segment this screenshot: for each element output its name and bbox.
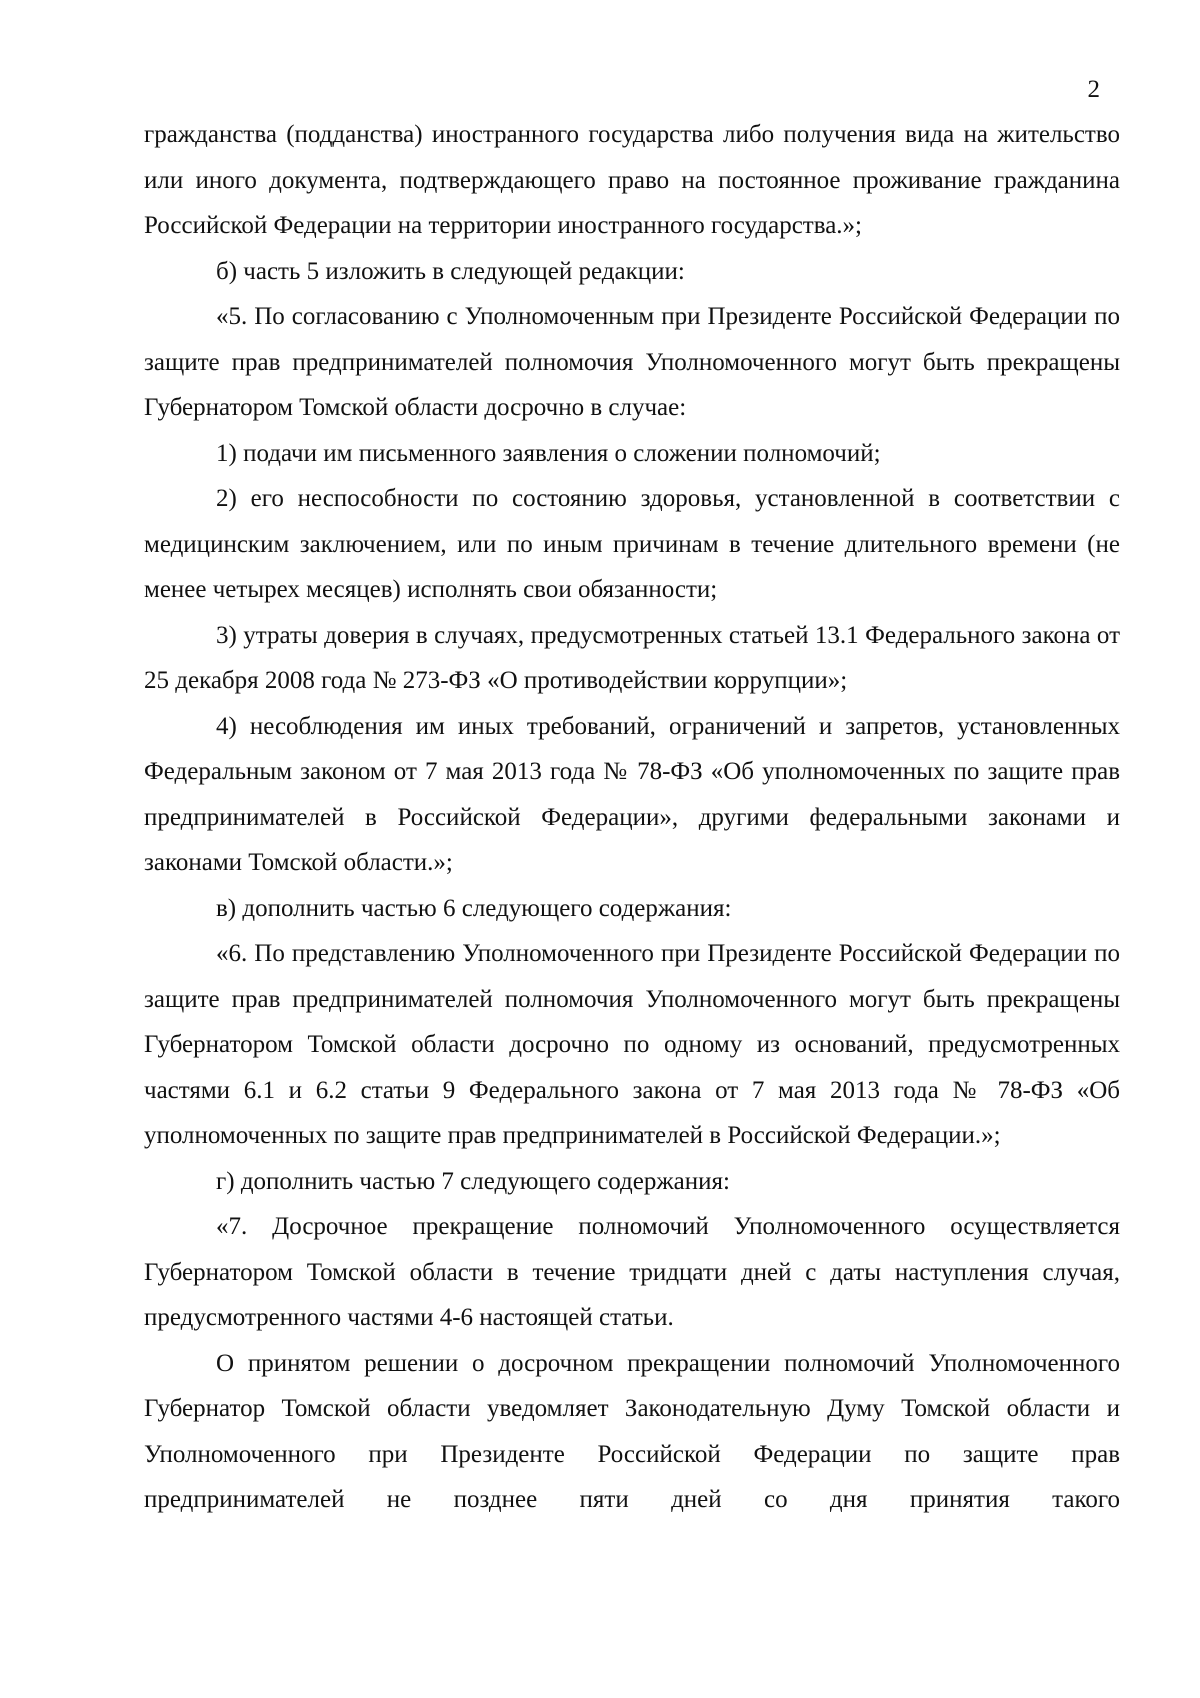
paragraph-case-1: 1) подачи им письменного заявления о сложении полномочий; bbox=[216, 439, 881, 467]
paragraph-citizenship-continuation: гражданства (подданства) иностранного государства либо получения вида на жительство или иного документа, подтверждающего право на постоянное проживание гражданина Российской Федерации на территории иностранного государства.»; bbox=[144, 121, 1120, 239]
paragraph-notification: О принятом решении о досрочном прекращении полномочий Уполномоченного Губернатор Томской области уведомляет Законодательную Думу Томской области и Уполномоченного при Президенте Российской Федерации по защите прав предпринимателей не позднее пяти дней со дня принятия такого bbox=[144, 1349, 1120, 1513]
paragraph-part-6: «6. По представлению Уполномоченного при Президенте Российской Федерации по защите прав предпринимателей полномочия Уполномоченного могут быть прекращены Губернатором Томской области досрочно по одному из оснований, предусмотренных частями 6.1 и 6.2 статьи 9 Федерального закона от 7 мая 2013 года № 78-ФЗ «Об уполномоченных по защите прав предпринимателей в Российской Федерации.»; bbox=[144, 940, 1120, 1149]
document-body bbox=[144, 112, 1120, 1523]
paragraph-part-7: «7. Досрочное прекращение полномочий Уполномоченного осуществляется Губернатором Томской области в течение тридцати дней с даты наступления случая, предусмотренного частями 4-6 настоящей статьи. bbox=[144, 1213, 1120, 1331]
paragraph-case-2: 2) его неспособности по состоянию здоровья, установленной в соответствии с медицинским заключением, или по иным причинам в течение длительного времени (не менее четырех месяцев) исполнять свои обязанности; bbox=[144, 485, 1120, 603]
paragraph-item-b: б) часть 5 изложить в следующей редакции: bbox=[216, 257, 685, 285]
paragraph-part-5: «5. По согласованию с Уполномоченным при Президенте Российской Федерации по защите прав предпринимателей полномочия Уполномоченного могут быть прекращены Губернатором Томской области досрочно в случае: bbox=[144, 303, 1120, 421]
paragraph-item-g: г) дополнить частью 7 следующего содержания: bbox=[216, 1167, 730, 1195]
page-number: 2 bbox=[1087, 76, 1100, 103]
paragraph-case-4: 4) несоблюдения им иных требований, ограничений и запретов, установленных Федеральным законом от 7 мая 2013 года № 78-ФЗ «Об уполномоченных по защите прав предпринимателей в Российской Федерации», другими федеральными законами и законами Томской области.»; bbox=[144, 712, 1120, 876]
paragraph-case-3: 3) утраты доверия в случаях, предусмотренных статьей 13.1 Федерального закона от 25 декабря 2008 года № 273-ФЗ «О противодействии коррупции»; bbox=[144, 621, 1120, 694]
paragraph-item-v: в) дополнить частью 6 следующего содержания: bbox=[216, 894, 732, 922]
